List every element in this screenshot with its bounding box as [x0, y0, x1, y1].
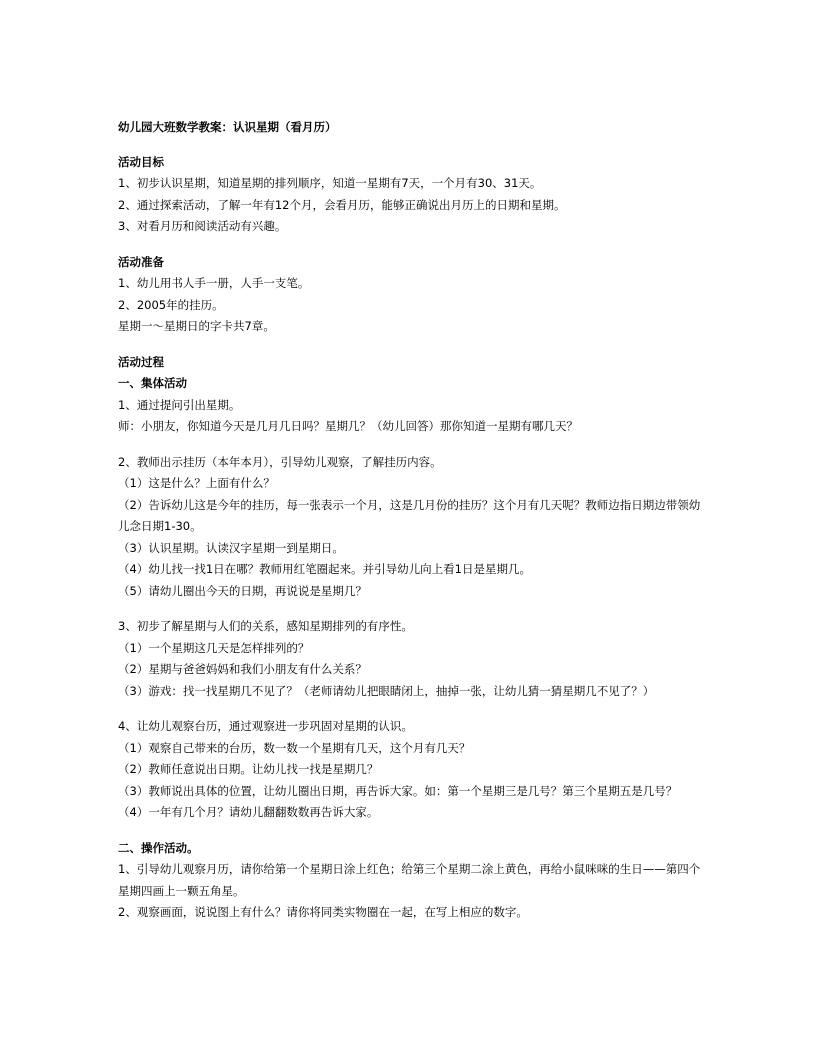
process-item: 3、初步了解星期与人们的关系，感知星期排列的有序性。 [118, 619, 413, 633]
process-item: （1）这是什么？上面有什么？ [118, 476, 275, 490]
process-item: （2）教师任意说出日期。让幼儿找一找是星期几？ [118, 762, 379, 776]
subsection-heading-group-activity: 一、集体活动 [118, 376, 187, 390]
process-item: （3）教师说出具体的位置，让幼儿圈出日期，再告诉大家。如：第一个星期三是几号？第三个星期五是几号？ [118, 783, 678, 798]
section-heading-prep: 活动准备 [118, 254, 164, 269]
process-item: 2、观察画面，说说图上有什么？请你将同类实物圈在一起，在写上相应的数字。 [118, 905, 528, 919]
process-item: （4）一年有几个月？请幼儿翻翻数数再告诉大家。 [118, 805, 379, 819]
process-item: 2、教师出示挂历（本年本月），引导幼儿观察，了解挂历内容。 [118, 454, 442, 469]
prep-item: 星期一～星期日的字卡共7章。 [118, 319, 275, 333]
process-item: （5）请幼儿圈出今天的日期，再说说是星期几？ [118, 583, 367, 598]
prep-item: 2、2005年的挂历。 [118, 297, 224, 312]
process-item: （4）幼儿找一找1日在哪？教师用红笔圈起来。并引导幼儿向上看1日是星期几。 [118, 562, 531, 576]
process-item: （3）认识星期。认读汉字星期一到星期日。 [118, 540, 344, 555]
process-item: （1）一个星期这几天是怎样排列的？ [118, 640, 310, 655]
document-title: 幼儿园大班数学教案：认识星期（看月历） [118, 120, 337, 134]
process-item: 师：小朋友，你知道今天是几月几日吗？星期几？（幼儿回答）那你知道一星期有哪几天？ [118, 419, 578, 433]
spacer [118, 338, 702, 352]
spacer [118, 602, 702, 616]
process-item: 1、引导幼儿观察月历，请你给第一个星期日涂上红色；给第三个星期二涂上黄色，再给小鼠咪咪的生日——第四个星期四画上一颗五角星。 [118, 862, 701, 898]
spacer [118, 238, 702, 252]
process-item: （3）游戏：找一找星期几不见了？（老师请幼儿把眼睛闭上，抽掉一张，让幼儿猜一猜星期几不见了？） [118, 683, 655, 698]
goal-item: 1、初步认识星期，知道星期的排列顺序，知道一星期有7天，一个月有30、31天。 [118, 176, 542, 190]
subsection-heading-operation-activity: 二、操作活动。 [118, 840, 199, 855]
section-heading-goals: 活动目标 [118, 154, 164, 169]
prep-item: 1、幼儿用书人手一册，人手一支笔。 [118, 276, 310, 290]
section-heading-process: 活动过程 [118, 354, 164, 369]
document-body [118, 117, 702, 924]
spacer [118, 824, 702, 838]
spacer [118, 702, 702, 716]
process-item: 4、让幼儿观察台历，通过观察进一步巩固对星期的认识。 [118, 719, 413, 733]
goal-item: 2、通过探索活动，了解一年有12个月，会看月历，能够正确说出月历上的日期和星期。 [118, 197, 566, 212]
spacer [118, 438, 702, 452]
process-item: （2）告诉幼儿这是今年的挂历，每一张表示一个月，这是几月份的挂历？这个月有几天呢？教师边指日期边带领幼儿念日期1-30。 [118, 497, 701, 533]
process-item: 1、通过提问引出星期。 [118, 397, 241, 412]
process-item: （1）观察自己带来的台历，数一数一个星期有几天，这个月有几天？ [118, 740, 471, 755]
goal-item: 3、对看月历和阅读活动有兴趣。 [118, 219, 287, 233]
process-item: （2）星期与爸爸妈妈和我们小朋友有什么关系？ [118, 662, 367, 676]
